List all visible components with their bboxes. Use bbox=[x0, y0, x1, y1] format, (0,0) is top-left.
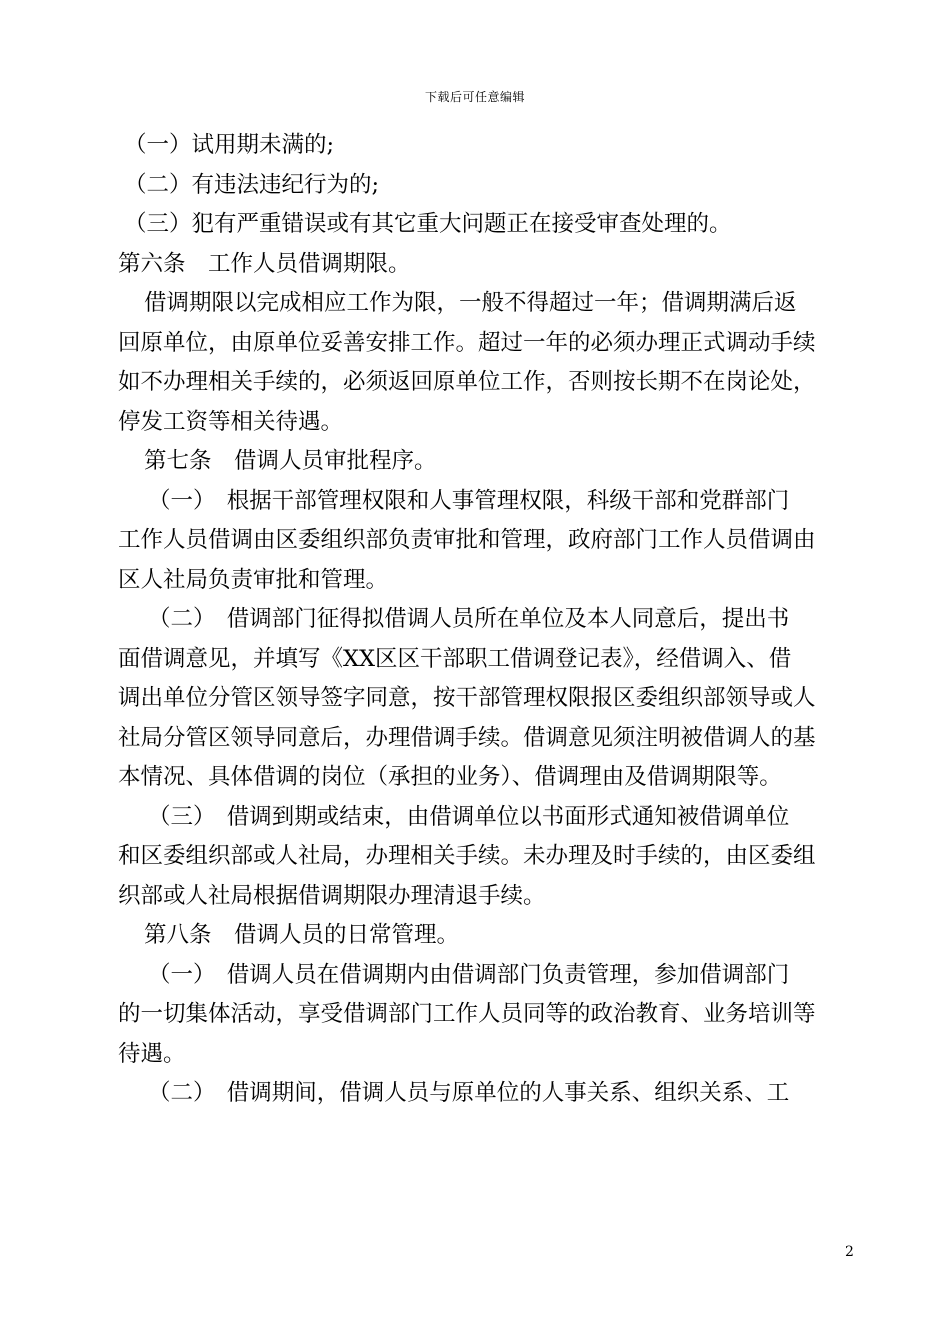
article-8-item-1 bbox=[118, 956, 860, 1075]
article-6-body bbox=[118, 284, 860, 442]
text-line: 待遇。 bbox=[118, 1040, 186, 1067]
text-line: 本情况、具体借调的岗位（承担的业务）、借调理由及借调期限等。 bbox=[118, 764, 782, 790]
text-line: （一） 借调人员在借调期内由借调部门负责管理，参加借调部门 bbox=[148, 961, 790, 988]
article-7-item-1 bbox=[118, 482, 860, 601]
text-line: 面借调意见，并填写《XX区区干部职工借调登记表》，经借调入、借 bbox=[118, 645, 792, 672]
text-line: 第八条 借调人员的日常管理。 bbox=[144, 922, 460, 948]
text-line: 第六条 工作人员借调期限。 bbox=[118, 250, 411, 277]
text-line: （三）犯有严重错误或有其它重大问题正在接受审查处理的。 bbox=[124, 211, 732, 237]
text-line: 的一切集体活动，享受借调部门工作人员同等的政治教育、业务培训等 bbox=[118, 1001, 816, 1027]
article-7-item-2 bbox=[118, 600, 860, 798]
document-body bbox=[118, 126, 860, 1114]
article-8-heading bbox=[118, 916, 860, 956]
text-line: （三） 借调到期或结束，由借调单位以书面形式通知被借调单位 bbox=[148, 803, 790, 830]
text-line: （一）试用期未满的; bbox=[124, 132, 335, 158]
article-8-item-2 bbox=[118, 1074, 860, 1114]
text-line: 社局分管区领导同意后，办理借调手续。借调意见须注明被借调人的基 bbox=[118, 724, 816, 751]
page-header-note: 下载后可任意编辑 bbox=[424, 90, 525, 104]
text-line: 借调期限以完成相应工作为限，一般不得超过一年；借调期满后返 bbox=[144, 290, 797, 316]
page-number: 2 bbox=[845, 1244, 854, 1260]
text-line: 区人社局负责审批和管理。 bbox=[118, 566, 389, 593]
text-line: （一） 根据干部管理权限和人事管理权限，科级干部和党群部门 bbox=[148, 487, 790, 514]
text-line: 织部或人社局根据借调期限办理清退手续。 bbox=[118, 882, 546, 909]
text-line: （二） 借调期间，借调人员与原单位的人事关系、组织关系、工 bbox=[148, 1080, 790, 1106]
text-line: 回原单位，由原单位妥善安排工作。超过一年的必须办理正式调动手续 bbox=[118, 329, 816, 356]
text-line: （二） 借调部门征得拟借调人员所在单位及本人同意后，提出书 bbox=[148, 606, 790, 632]
text-line: 和区委组织部或人社局，办理相关手续。未办理及时手续的，由区委组 bbox=[118, 843, 816, 869]
text-line: 调出单位分管区领导签字同意，按干部管理权限报区委组织部领导或人 bbox=[118, 685, 816, 711]
article-6-heading bbox=[118, 245, 860, 285]
article-7-heading bbox=[118, 442, 860, 482]
article-7-item-3 bbox=[118, 798, 860, 917]
text-line: 如不办理相关手续的，必须返回原单位工作，否则按长期不在岗论处， bbox=[118, 369, 816, 395]
paragraph-item-3 bbox=[118, 205, 860, 245]
paragraph-item-2 bbox=[118, 166, 860, 206]
text-line: 停发工资等相关待遇。 bbox=[118, 408, 344, 435]
paragraph-item-1 bbox=[118, 126, 860, 166]
text-line: （二）有违法违纪行为的; bbox=[124, 171, 380, 198]
text-line: 工作人员借调由区委组织部负责审批和管理，政府部门工作人员借调由 bbox=[118, 527, 816, 553]
text-line: 第七条 借调人员审批程序。 bbox=[144, 448, 437, 474]
